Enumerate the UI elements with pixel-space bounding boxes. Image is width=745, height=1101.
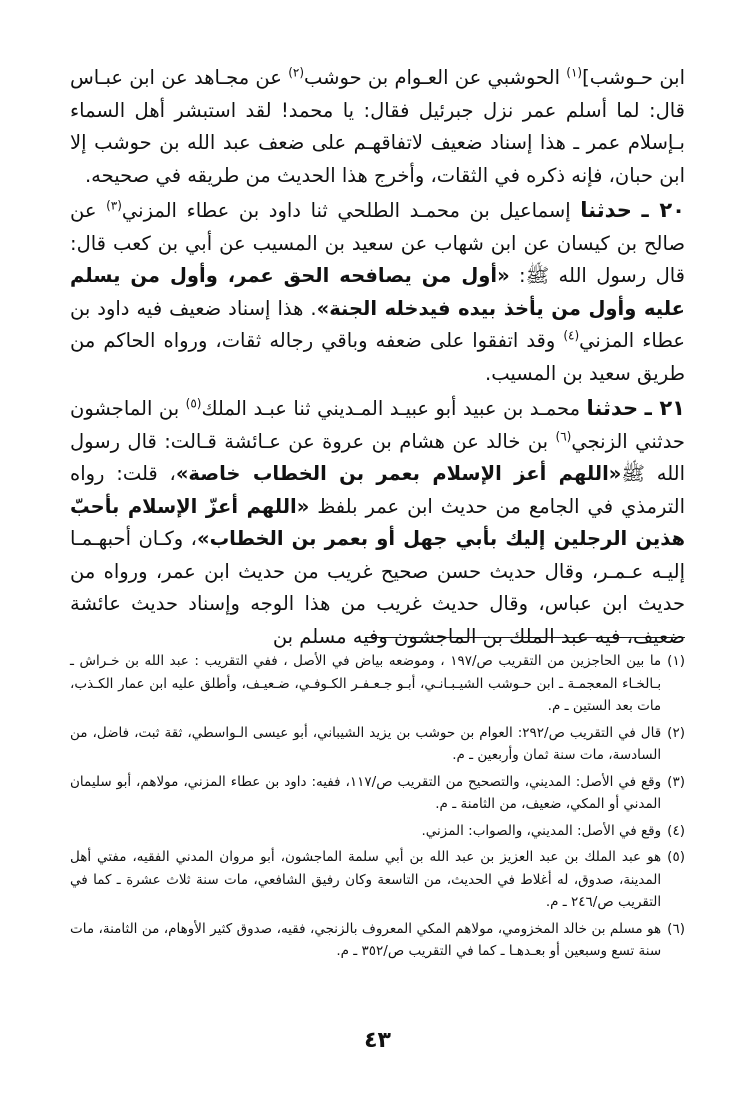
footnote-1 [70,650,685,718]
page-number: ٤٣ [364,1028,391,1053]
footnote-4 [70,820,685,843]
hadith-quote: «اللهم أعزّ الإسلام بأحبّ هذين الرجلين إليك بأبي جهل أو بعمر بن الخطاب» [70,494,685,550]
footnote-number: (٥) [667,849,685,865]
footnote-ref-3: (٣) [106,198,122,213]
hadith-number: ٢١ ـ [644,396,685,420]
footnote-text: هو مسلم بن خالد المخزومي، مولاهم المكي المعروف بالزنجي، فقيه، صدوق كثير الأوهام، من الثامنة، مات سنة تسع وسبعين أو بعـدهـا ـ كما في التقريب ص/٣٥٢ ـ م. [70,920,662,959]
text-segment: ، قلت: رواه الترمذي في الجامع من حديث ابن عمر بلفظ [70,462,685,518]
footnotes [70,650,685,967]
footnote-6 [70,918,685,963]
footnote-text: ما بين الحاجزين من التقريب ص/١٩٧ ، وموضعه بياض في الأصل ، ففي التقريب : عبد الله بن خـراش ـ بـالخـاء المعجمـة ـ ابن حـوشب الشيـبـانـي، أبـو جـعـفـر الكـوفـي، ضـعيـف، وأطلق عليه ابن عمار الكـذب، مات بعد الستين ـ م. [70,653,662,714]
footnote-number: (١) [667,653,685,669]
haddathana-heading: حدثنا [580,198,632,222]
footnote-text: هو عبد الملك بن عبد العزيز بن عبد الله بن أبي سلمة الماجشون، أبو مروان المدني الفقيه، مفتي أهل المدينة، صدوق، له أغلاط في الحديث، من التاسعة وكان رفيق الشافعي، مات سنة ثلاث عشرة ـ كما في التقريب ص/٢٤٦ ـ م. [70,849,662,910]
text-segment: ابن حـوشب] [582,66,686,89]
haddathana-heading: حدثنا [586,396,639,420]
footnote-number: (٤) [667,822,685,839]
main-text [70,62,685,653]
text-segment: وقد اتفقوا على ضعفه وباقي رجاله ثقات، ورواه الحاكم من طريق سعيد بن المسيب. [70,329,685,385]
footnote-5 [70,846,685,914]
footnote-ref-1: (١) [566,65,583,80]
footnote-text: وقع في الأصل: المديني، والصواب: المزني. [421,822,662,839]
hadith-quote: «أول من يصافحه الحق عمر، وأول من يسلم عليه وأول من يأخذ بيده فيدخله الجنة» [70,264,686,320]
text-segment: . هذا إسناد ضعيف فيه داود بن عطاء المزني [70,296,685,352]
footnote-separator [365,637,685,638]
text-segment: عن صالح بن كيسان عن ابن شهاب عن سعيد بن المسيب عن أبي بن كعب قال: قال رسول الله ﷺ: [70,199,685,287]
paragraph-continuation [70,62,685,192]
footnote-ref-4: (٤) [563,328,580,343]
text-segment: الحوشبي عن العـوام بن حوشب [304,66,567,89]
text-segment: إسماعيل بن محمـد الطلحي ثنا داود بن عطاء المزني [121,199,581,222]
footnote-ref-5: (٥) [185,396,202,411]
text-segment: بن الماجشون حدثني الزنجي [70,397,685,453]
footnote-ref-6: (٦) [555,429,572,443]
footnote-3 [70,771,685,816]
text-segment: بن خالد عن هشام بن عروة عن عـائشة قـالت: قال رسول الله ﷺ [70,429,686,485]
footnote-text: وقع في الأصل: المديني، والتصحيح من التقريب ص/١١٧، ففيه: داود بن عطاء المزني، مولاهم، أبو سليمان المدني أو المكي، ضعيف، من الثامنة ـ م. [70,773,662,812]
footnote-number: (٦) [667,920,685,937]
footnote-number: (٣) [667,773,685,790]
hadith-20 [70,194,685,390]
footnote-text: قال في التقريب ص/٢٩٢: العوام بن حوشب بن يزيد الشيباني، أبو عيسى الـواسطي، ثقة ثبت، فاضل، من السادسة، مات سنة ثمان وأربعين ـ م. [70,724,662,763]
hadith-21 [70,392,685,653]
footnote-number: (٢) [667,724,685,741]
hadith-quote: «اللهم أعز الإسلام بعمر بن الخطاب خاصة» [175,462,622,485]
hadith-number: ٢٠ ـ [641,198,685,222]
footnote-ref-2: (٢) [288,65,305,80]
text-segment: ، وكـان أحبهـمـا إليـه عـمـر، وقال حديث حسن صحيح غريب من حديث ابن عمر، ورواه من حديث ابن عباس، وقال حديث غريب من هذا الوجه وإسناد حديث عائشة ضعيف، فيه عبد الملك بن الماجشون وفيه مسلم بن [70,527,685,648]
text-segment: محمـد بن عبيد أبو عبيـد المـديني ثنا عبـد الملك [201,397,587,420]
text-segment: عن مجـاهد عن ابن عبـاس قال: لما أسلم عمر نزل جبرئيل فقال: يا محمد! لقد استبشر أهل السماء بـإسلام عمر ـ هذا إسناد ضعيف لاتفاقهـم على ضعف عبد الله بن حوشب إلا ابن حبان، فإنه ذكره في الثقات، وأخرج هذا الحديث من طريقه في صحيحه. [70,66,685,187]
footnote-2 [70,722,685,767]
document-page [70,62,685,1081]
